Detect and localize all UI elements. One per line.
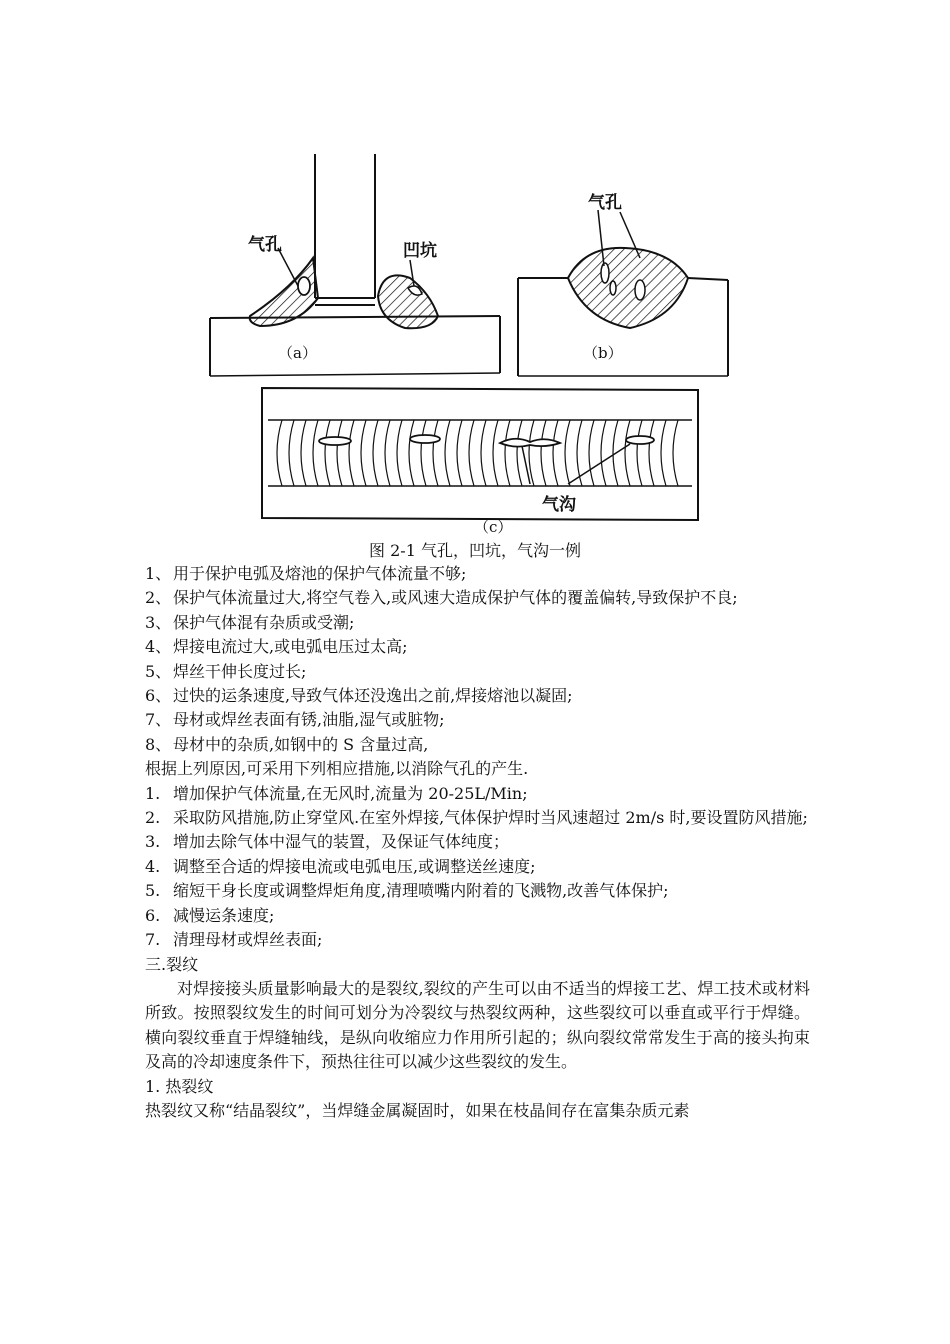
item-number: 7. (145, 930, 161, 950)
cause-item (145, 635, 810, 659)
item-text: 减慢运条速度; (173, 905, 275, 925)
item-text: 保护气体混有杂质或受潮; (173, 612, 355, 632)
subsection-title: 1. 热裂纹 (145, 1076, 214, 1096)
item-text: 母材或焊丝表面有锈,油脂,湿气或脏物; (173, 710, 445, 730)
item-number: 7、 (145, 710, 172, 730)
label-porosity-a: 气孔 (248, 235, 282, 255)
item-text: 缩短干身长度或调整焊炬角度,清理喷嘴内附着的飞溅物,改善气体保护; (173, 881, 669, 901)
document-body (145, 562, 810, 1123)
item-number: 6、 (145, 686, 172, 706)
item-text: 母材中的杂质,如钢中的 S 含量过高, (173, 734, 429, 754)
section-title: 三.裂纹 (145, 954, 199, 974)
item-text: 采取防风措施,防止穿堂风.在室外焊接,气体保护焊时当风速超过 2m/s 时,要设置防风措施; (173, 808, 808, 828)
item-number: 3、 (145, 612, 172, 632)
measure-item (145, 879, 810, 903)
figure-caption: 图 2-1 气孔，凹坑，气沟一例 (369, 541, 581, 560)
measure-item (145, 904, 810, 928)
measure-item (145, 806, 810, 830)
label-crater: 凹坑 (403, 241, 437, 261)
item-number: 4、 (145, 637, 172, 657)
cause-item (145, 562, 810, 586)
item-text: 增加保护气体流量,在无风时,流量为 20-25L/Min; (173, 783, 528, 803)
panel-c-drawing (262, 388, 698, 520)
cause-item (145, 684, 810, 708)
measure-item (145, 782, 810, 806)
label-panel-c: （c） (474, 518, 513, 536)
cause-item (145, 611, 810, 635)
item-number: 1. (145, 783, 161, 803)
label-gas-groove: 气沟 (542, 495, 576, 515)
cause-item (145, 733, 810, 757)
item-text: 焊接电流过大,或电弧电压过太高; (173, 637, 408, 657)
item-number: 5. (145, 881, 161, 901)
cause-item (145, 660, 810, 684)
item-text: 增加去除气体中湿气的装置，及保证气体纯度； (173, 832, 510, 852)
cause-item (145, 708, 810, 732)
hot-crack-paragraph: 热裂纹又称“结晶裂纹”，当焊缝金属凝固时，如果在枝晶间存在富集杂质元素 (145, 1100, 690, 1120)
item-text: 调整至合适的焊接电流或电弧电压,或调整送丝速度; (173, 856, 536, 876)
item-text: 过快的运条速度,导致气体还没逸出之前,焊接熔池以凝固; (173, 686, 573, 706)
item-number: 1、 (145, 564, 172, 583)
item-text: 用于保护电弧及熔池的保护气体流量不够; (173, 564, 467, 583)
item-text: 清理母材或焊丝表面; (173, 930, 323, 950)
measure-item (145, 855, 810, 879)
item-number: 5、 (145, 661, 172, 681)
item-text: 焊丝干伸长度过长; (173, 661, 307, 681)
panel-b-drawing (518, 210, 728, 376)
label-panel-a: （a） (278, 344, 317, 362)
panel-a-drawing (210, 154, 500, 376)
item-number: 6. (145, 905, 161, 925)
cause-item (145, 586, 810, 610)
measure-item (145, 928, 810, 952)
item-number: 3. (145, 832, 161, 852)
label-porosity-b: 气孔 (588, 193, 622, 213)
weld-defect-figure (200, 148, 740, 538)
item-text: 保护气体流量过大,将空气卷入,或风速大造成保护气体的覆盖偏转,导致保护不良; (173, 588, 738, 608)
item-number: 8、 (145, 734, 172, 754)
measure-item (145, 830, 810, 854)
crack-paragraph: 对焊接接头质量影响最大的是裂纹,裂纹的产生可以由不适当的焊接工艺、焊工技术或材料所致。按照裂纹发生的时间可划分为冷裂纹与热裂纹两种，这些裂纹可以垂直或平行于焊缝。横向裂纹垂直于焊缝轴线，是纵向收缩应力作用所引起的；纵向裂纹常常发生于高的接头拘束及高的冷却速度条件下，预热往往可以减少这些裂纹的发生。 (145, 978, 810, 1072)
measures-intro: 根据上列原因,可采用下列相应措施,以消除气孔的产生. (145, 759, 529, 779)
label-panel-b: （b） (583, 344, 623, 362)
item-number: 2. (145, 808, 161, 828)
item-number: 2、 (145, 588, 172, 608)
item-number: 4. (145, 856, 161, 876)
